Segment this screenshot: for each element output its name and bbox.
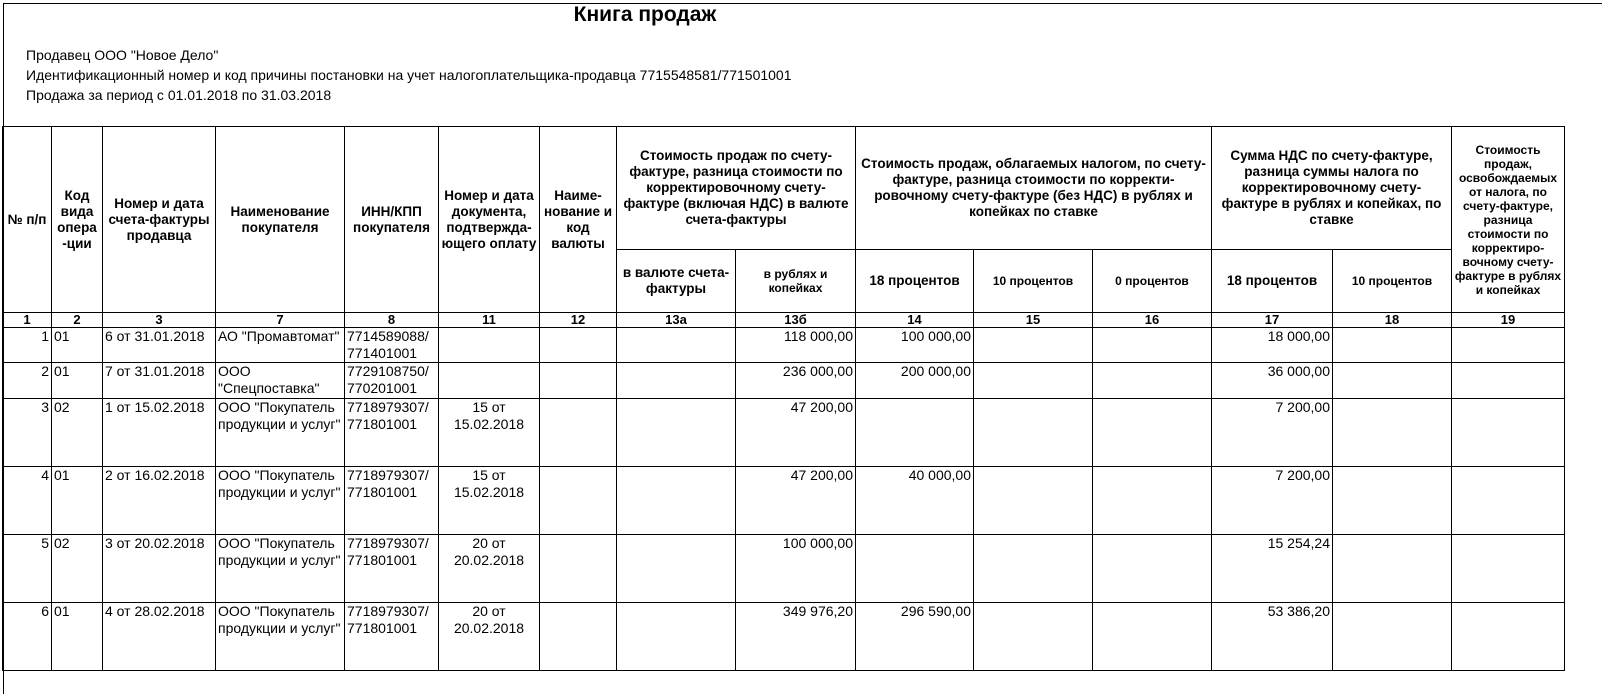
- col-header-exempt-value: Стоимость продаж, освобождаемых от налога, по счету-фактуре, разница стоимости по корректиро-вочному счету-фактуре в рублях и копейках: [1452, 127, 1565, 313]
- cell-operation-code: 02: [52, 399, 103, 467]
- cell-15: [974, 535, 1093, 603]
- sales-book-table: [2, 126, 1565, 671]
- table-row: [3, 328, 1565, 363]
- cell-currency: [540, 467, 617, 535]
- cell-18: [1333, 535, 1452, 603]
- cell-14: [856, 535, 974, 603]
- col-header-number: № п/п: [3, 127, 52, 313]
- cell-buyer-name: ООО "Покупатель продукции и услуг": [216, 603, 345, 671]
- cell-payment-doc: [439, 363, 540, 399]
- cell-invoice: 6 от 31.01.2018: [103, 328, 216, 363]
- cell-17: 15 254,24: [1212, 535, 1333, 603]
- cell-currency: [540, 603, 617, 671]
- cell-16: [1093, 399, 1212, 467]
- cell-payment-doc: 20 от 20.02.2018: [439, 535, 540, 603]
- cell-19: [1452, 467, 1565, 535]
- cell-18: [1333, 328, 1452, 363]
- cell-16: [1093, 535, 1212, 603]
- cell-buyer-name: ООО "Покупатель продукции и услуг": [216, 467, 345, 535]
- cell-buyer-inn: 7718979307/ 771801001: [345, 535, 439, 603]
- cell-number: 5: [3, 535, 52, 603]
- cell-14: 200 000,00: [856, 363, 974, 399]
- cell-invoice: 3 от 20.02.2018: [103, 535, 216, 603]
- col-number: 19: [1452, 313, 1565, 328]
- cell-buyer-inn: 7718979307/ 771801001: [345, 399, 439, 467]
- cell-14: 296 590,00: [856, 603, 974, 671]
- column-numbers-row: [3, 313, 1565, 328]
- cell-17: 7 200,00: [1212, 467, 1333, 535]
- col-header-currency: Наиме-нование и код валюты: [540, 127, 617, 313]
- col-header-16: 0 процентов: [1093, 250, 1212, 313]
- col-header-14: 18 процентов: [856, 250, 974, 313]
- cell-13a: [617, 535, 736, 603]
- cell-16: [1093, 603, 1212, 671]
- cell-17: 36 000,00: [1212, 363, 1333, 399]
- cell-15: [974, 467, 1093, 535]
- period-line: Продажа за период с 01.01.2018 по 31.03.2018: [26, 87, 332, 103]
- cell-payment-doc: 20 от 20.02.2018: [439, 603, 540, 671]
- cell-number: 2: [3, 363, 52, 399]
- col-number: 17: [1212, 313, 1333, 328]
- col-header-buyer-name: Наименование покупателя: [216, 127, 345, 313]
- group-header-sales-value: Стоимость продаж по счету-фактуре, разница стоимости по корректировочному счету-фактуре (включая НДС) в валюте счета-фактуры: [617, 127, 856, 250]
- seller-line: Продавец ООО "Новое Дело": [26, 47, 219, 63]
- cell-18: [1333, 399, 1452, 467]
- group-header-taxable-value: Стоимость продаж, облагаемых налогом, по счету-фактуре, разница стоимости по корректи-ровочному счету-фактуре (без НДС) в рублях и копейках по ставке: [856, 127, 1212, 250]
- col-number: 15: [974, 313, 1093, 328]
- cell-16: [1093, 363, 1212, 399]
- table-row: [3, 399, 1565, 467]
- seller-inn-line: Идентификационный номер и код причины постановки на учет налогоплательщика-продавца 7715548581/771501001: [26, 67, 792, 83]
- col-header-payment-doc: Номер и дата документа, подтвержда-ющего оплату: [439, 127, 540, 313]
- cell-currency: [540, 535, 617, 603]
- cell-14: 100 000,00: [856, 328, 974, 363]
- cell-payment-doc: [439, 328, 540, 363]
- cell-payment-doc: 15 от 15.02.2018: [439, 399, 540, 467]
- cell-13a: [617, 363, 736, 399]
- col-number: 18: [1333, 313, 1452, 328]
- col-number: 16: [1093, 313, 1212, 328]
- cell-19: [1452, 363, 1565, 399]
- col-header-18: 10 процентов: [1333, 250, 1452, 313]
- cell-13a: [617, 603, 736, 671]
- cell-operation-code: 01: [52, 467, 103, 535]
- col-header-operation-code: Код вида опера -ции: [52, 127, 103, 313]
- cell-19: [1452, 603, 1565, 671]
- col-number: 13а: [617, 313, 736, 328]
- cell-invoice: 2 от 16.02.2018: [103, 467, 216, 535]
- cell-15: [974, 399, 1093, 467]
- cell-18: [1333, 603, 1452, 671]
- col-header-17: 18 процентов: [1212, 250, 1333, 313]
- cell-14: 40 000,00: [856, 467, 974, 535]
- cell-operation-code: 01: [52, 363, 103, 399]
- col-number: 8: [345, 313, 439, 328]
- cell-15: [974, 603, 1093, 671]
- cell-13b: 47 200,00: [736, 467, 856, 535]
- cell-13b: 100 000,00: [736, 535, 856, 603]
- col-number: 13б: [736, 313, 856, 328]
- cell-buyer-name: ООО "Покупатель продукции и услуг": [216, 535, 345, 603]
- cell-invoice: 1 от 15.02.2018: [103, 399, 216, 467]
- cell-16: [1093, 328, 1212, 363]
- cell-buyer-inn: 7714589088/ 771401001: [345, 328, 439, 363]
- cell-17: 18 000,00: [1212, 328, 1333, 363]
- cell-operation-code: 02: [52, 535, 103, 603]
- cell-19: [1452, 399, 1565, 467]
- cell-number: 1: [3, 328, 52, 363]
- col-header-buyer-inn: ИНН/КПП покупателя: [345, 127, 439, 313]
- cell-payment-doc: 15 от 15.02.2018: [439, 467, 540, 535]
- cell-currency: [540, 328, 617, 363]
- cell-18: [1333, 467, 1452, 535]
- col-number: 11: [439, 313, 540, 328]
- table-row: [3, 363, 1565, 399]
- cell-operation-code: 01: [52, 603, 103, 671]
- cell-buyer-inn: 7718979307/ 771801001: [345, 603, 439, 671]
- cell-19: [1452, 535, 1565, 603]
- cell-13a: [617, 328, 736, 363]
- cell-13b: 349 976,20: [736, 603, 856, 671]
- cell-invoice: 7 от 31.01.2018: [103, 363, 216, 399]
- cell-buyer-inn: 7729108750/ 770201001: [345, 363, 439, 399]
- col-number: 3: [103, 313, 216, 328]
- report-title: Книга продаж: [573, 3, 717, 26]
- cell-19: [1452, 328, 1565, 363]
- cell-17: 7 200,00: [1212, 399, 1333, 467]
- table-row: [3, 603, 1565, 671]
- cell-number: 4: [3, 467, 52, 535]
- cell-17: 53 386,20: [1212, 603, 1333, 671]
- cell-buyer-name: АО "Промавтомат": [216, 328, 345, 363]
- cell-13b: 236 000,00: [736, 363, 856, 399]
- group-header-vat-amount: Сумма НДС по счету-фактуре, разница суммы налога по корректировочному счету-фактуре в рублях и копейках, по ставке: [1212, 127, 1452, 250]
- cell-number: 6: [3, 603, 52, 671]
- cell-buyer-name: ООО "Покупатель продукции и услуг": [216, 399, 345, 467]
- col-header-invoice: Номер и дата счета-фактуры продавца: [103, 127, 216, 313]
- cell-15: [974, 328, 1093, 363]
- col-number: 12: [540, 313, 617, 328]
- table-row: [3, 535, 1565, 603]
- col-header-15: 10 процентов: [974, 250, 1093, 313]
- cell-operation-code: 01: [52, 328, 103, 363]
- cell-13a: [617, 467, 736, 535]
- col-number: 2: [52, 313, 103, 328]
- cell-currency: [540, 363, 617, 399]
- col-header-13b: в рублях и копейках: [736, 250, 856, 313]
- table-row: [3, 467, 1565, 535]
- cell-invoice: 4 от 28.02.2018: [103, 603, 216, 671]
- col-number: 14: [856, 313, 974, 328]
- cell-15: [974, 363, 1093, 399]
- cell-13b: 47 200,00: [736, 399, 856, 467]
- cell-13b: 118 000,00: [736, 328, 856, 363]
- col-number: 1: [3, 313, 52, 328]
- cell-18: [1333, 363, 1452, 399]
- cell-13a: [617, 399, 736, 467]
- cell-number: 3: [3, 399, 52, 467]
- col-number: 7: [216, 313, 345, 328]
- cell-14: [856, 399, 974, 467]
- col-header-13a: в валюте счета-фактуры: [617, 250, 736, 313]
- cell-buyer-inn: 7718979307/ 771801001: [345, 467, 439, 535]
- cell-currency: [540, 399, 617, 467]
- cell-16: [1093, 467, 1212, 535]
- cell-buyer-name: ООО "Спецпоставка": [216, 363, 345, 399]
